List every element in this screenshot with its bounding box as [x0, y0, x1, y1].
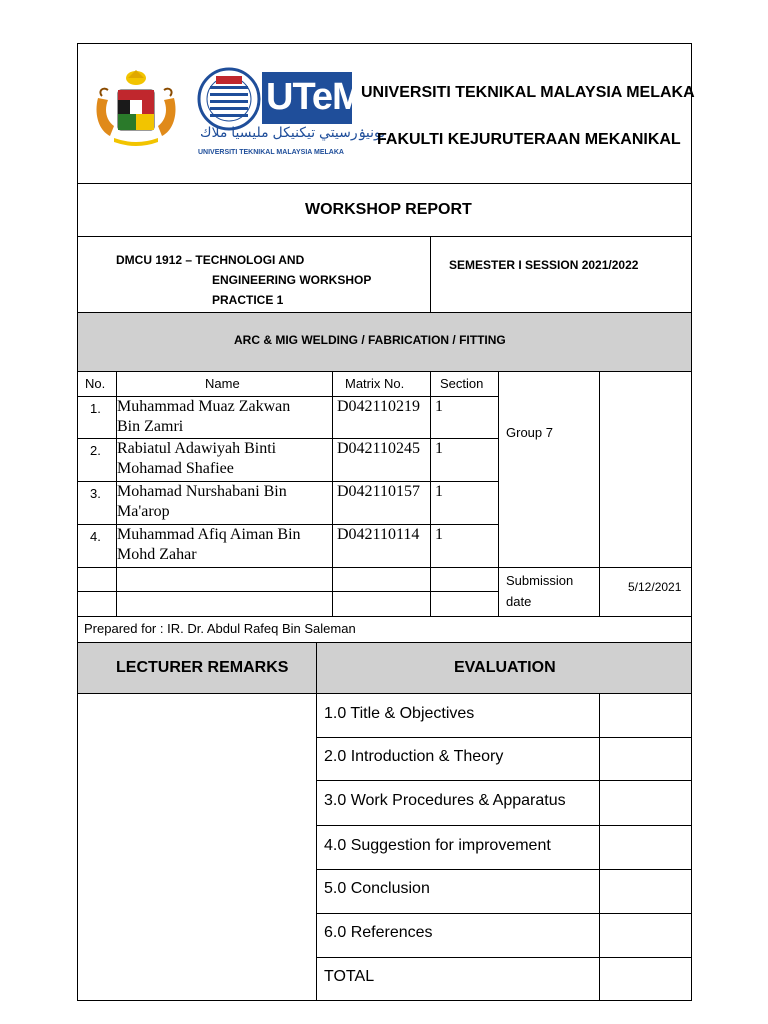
- column-header-no: No.: [85, 376, 106, 391]
- utem-logo-text: UTeM: [266, 76, 363, 118]
- evaluation-item: 2.0 Introduction & Theory: [324, 748, 504, 765]
- divider: [77, 312, 692, 313]
- column-header-section: Section: [440, 376, 484, 391]
- group-label: Group 7: [506, 425, 553, 440]
- evaluation-item: 4.0 Suggestion for improvement: [324, 837, 551, 854]
- evaluation-item: 6.0 References: [324, 924, 433, 941]
- lecturer-remarks-header: LECTURER REMARKS: [116, 659, 289, 676]
- member-name: Mohamad Shafiee: [117, 460, 234, 477]
- divider: [77, 438, 499, 439]
- divider: [498, 371, 499, 616]
- divider: [599, 371, 600, 616]
- member-name: Mohd Zahar: [117, 546, 197, 563]
- row-no: 1.: [90, 401, 101, 416]
- divider: [316, 737, 692, 738]
- member-name: Muhammad Muaz Zakwan: [117, 398, 291, 415]
- member-name: Muhammad Afiq Aiman Bin: [117, 526, 301, 543]
- matrix-number: D042110219: [337, 398, 420, 415]
- divider: [77, 591, 499, 592]
- divider: [77, 236, 692, 237]
- divider: [316, 869, 692, 870]
- divider: [77, 524, 499, 525]
- member-name: Bin Zamri: [117, 418, 184, 435]
- semester-session: SEMESTER I SESSION 2021/2022: [449, 258, 639, 272]
- section-number: 1: [435, 526, 443, 543]
- column-header-matrix: Matrix No.: [345, 376, 405, 391]
- matrix-number: D042110157: [337, 483, 420, 500]
- divider: [599, 693, 600, 1001]
- course-line-3: PRACTICE 1: [212, 293, 284, 307]
- evaluation-item: 1.0 Title & Objectives: [324, 705, 475, 722]
- divider: [316, 913, 692, 914]
- divider: [77, 183, 692, 184]
- divider: [316, 643, 317, 1001]
- divider: [430, 236, 431, 312]
- prepared-for: Prepared for : IR. Dr. Abdul Rafeq Bin Saleman: [84, 621, 356, 636]
- row-no: 3.: [90, 486, 101, 501]
- divider: [430, 371, 431, 616]
- malaysia-coat-of-arms-icon: [88, 68, 184, 150]
- matrix-number: D042110245: [337, 440, 420, 457]
- divider: [316, 957, 692, 958]
- member-name: Rabiatul Adawiyah Binti: [117, 440, 277, 457]
- submission-label: date: [506, 594, 532, 609]
- course-line-2: ENGINEERING WORKSHOP: [212, 273, 372, 287]
- divider: [77, 616, 692, 617]
- divider: [77, 481, 499, 482]
- divider: [316, 825, 692, 826]
- course-line-1: DMCU 1912 – TECHNOLOGI AND: [116, 253, 305, 267]
- member-name: Mohamad Nurshabani Bin: [117, 483, 287, 500]
- submission-label: Submission: [506, 573, 574, 588]
- report-title: WORKSHOP REPORT: [305, 201, 472, 218]
- evaluation-total: TOTAL: [324, 968, 375, 985]
- section-number: 1: [435, 440, 443, 457]
- submission-date: 5/12/2021: [628, 580, 682, 594]
- utem-logo-caption: UNIVERSITI TEKNIKAL MALAYSIA MELAKA: [198, 149, 344, 156]
- column-header-name: Name: [205, 376, 240, 391]
- matrix-number: D042110114: [337, 526, 420, 543]
- divider: [77, 396, 499, 397]
- divider: [316, 780, 692, 781]
- row-no: 2.: [90, 443, 101, 458]
- evaluation-item: 3.0 Work Procedures & Apparatus: [324, 792, 566, 809]
- utem-jawi-text: يونيۏرسيتي تيكنيكل مليسيا ملاك: [200, 124, 386, 140]
- topic-title: ARC & MIG WELDING / FABRICATION / FITTING: [234, 333, 506, 347]
- faculty-name: FAKULTI KEJURUTERAAN MEKANIKAL: [377, 131, 681, 148]
- member-name: Ma'arop: [117, 503, 170, 520]
- university-name: UNIVERSITI TEKNIKAL MALAYSIA MELAKA: [361, 84, 695, 101]
- evaluation-header: EVALUATION: [454, 659, 556, 676]
- divider: [77, 567, 692, 568]
- section-number: 1: [435, 483, 443, 500]
- section-number: 1: [435, 398, 443, 415]
- row-no: 4.: [90, 529, 101, 544]
- evaluation-item: 5.0 Conclusion: [324, 880, 430, 897]
- utem-logo-box: [262, 72, 363, 124]
- divider: [332, 371, 333, 616]
